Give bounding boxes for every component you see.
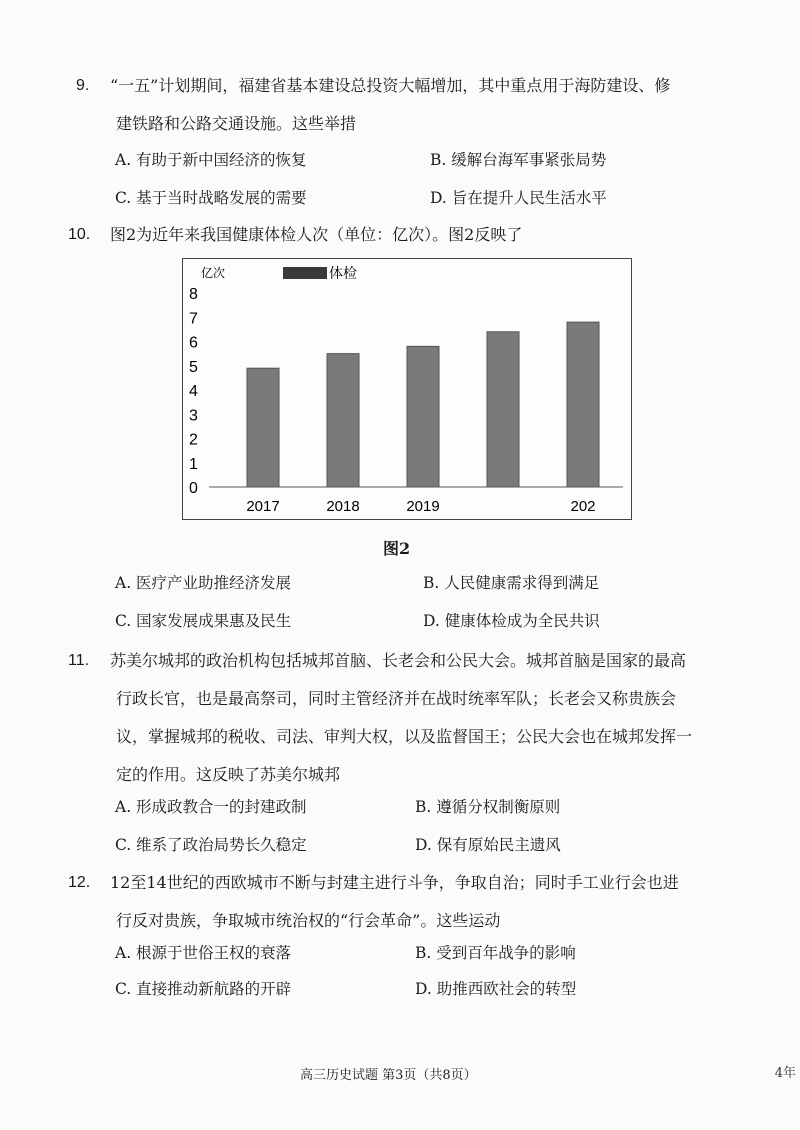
bar xyxy=(327,354,359,487)
question-9 xyxy=(76,67,738,143)
option-b: B. 人民健康需求得到满足 xyxy=(423,574,600,592)
question-stem-line: 行反对贵族，争取城市统治权的“行会革命”。这些运动 xyxy=(116,911,501,930)
option-a: A. 医疗产业助推经济发展 xyxy=(115,574,292,592)
question-stem-line: 建铁路和公路交通设施。这些举措 xyxy=(116,114,357,133)
bar xyxy=(247,368,279,487)
option-b: B. 缓解台海军事紧张局势 xyxy=(430,151,607,169)
bar xyxy=(407,346,439,487)
question-12 xyxy=(68,864,738,940)
y-axis-ticks xyxy=(189,286,198,497)
option-a: A. 形成政教合一的封建政制 xyxy=(115,798,307,816)
question-number: 10. xyxy=(68,226,91,243)
figure-caption: 图2 xyxy=(383,539,411,558)
option-c: C. 直接推动新航路的开辟 xyxy=(115,980,292,998)
question-stem-line: 行政长官，也是最高祭司，同时主管经济并在战时统率军队；长老会又称贵族会 xyxy=(116,689,677,708)
option-a: A. 根源于世俗王权的衰落 xyxy=(115,944,292,962)
question-number: 9. xyxy=(76,77,90,94)
question-stem-line: 定的作用。这反映了苏美尔城邦 xyxy=(116,765,341,784)
option-b: B. 受到百年战争的影响 xyxy=(415,944,576,962)
y-tick-label: 8 xyxy=(189,286,198,303)
bars xyxy=(247,322,599,487)
question-11 xyxy=(68,642,738,794)
bar xyxy=(567,322,599,487)
option-c: C. 国家发展成果惠及民生 xyxy=(115,612,292,630)
chart-svg xyxy=(183,259,631,519)
y-tick-label: 2 xyxy=(189,431,198,449)
option-d: D. 旨在提升人民生活水平 xyxy=(430,189,607,207)
bar xyxy=(487,332,519,487)
x-tick-label: 202 xyxy=(570,498,596,515)
question-10 xyxy=(68,216,738,254)
option-c: C. 基于当时战略发展的需要 xyxy=(115,189,307,207)
y-tick-label: 3 xyxy=(189,407,198,425)
question-number: 11. xyxy=(68,652,90,669)
x-tick-label: 2017 xyxy=(246,498,280,515)
legend-label: 体检 xyxy=(329,265,357,281)
y-tick-label: 6 xyxy=(189,334,198,352)
x-tick-label: 2019 xyxy=(406,498,440,515)
option-b: B. 遵循分权制衡原则 xyxy=(415,798,561,816)
option-d: D. 保有原始民主遗风 xyxy=(415,836,561,854)
bar-chart xyxy=(182,258,632,520)
question-stem-line: 图2为近年来我国健康体检人次（单位：亿次）。图2反映了 xyxy=(110,225,523,244)
corner-mark: 4年 xyxy=(774,1066,796,1081)
option-d: D. 健康体检成为全民共识 xyxy=(423,612,600,630)
y-tick-label: 0 xyxy=(189,480,198,497)
question-stem-line: 12至14世纪的西欧城市不断与封建主进行斗争，争取自治；同时手工业行会也进 xyxy=(110,873,679,892)
option-a: A. 有助于新中国经济的恢复 xyxy=(115,151,307,169)
page-footer: 高三历史试题 第3页（共8页） xyxy=(300,1068,477,1083)
y-tick-label: 1 xyxy=(189,455,198,473)
question-stem-line: 议，掌握城邦的税收、司法、审判大权，以及监督国王；公民大会也在城邦发挥一 xyxy=(116,727,693,746)
option-d: D. 助推西欧社会的转型 xyxy=(415,980,577,998)
x-tick-label: 2018 xyxy=(326,498,360,515)
legend-swatch xyxy=(283,267,327,279)
question-stem-line: “一五”计划期间，福建省基本建设总投资大幅增加，其中重点用于海防建设、修 xyxy=(110,76,671,95)
option-c: C. 维系了政治局势长久稳定 xyxy=(115,836,307,854)
x-axis-labels xyxy=(246,498,595,515)
y-tick-label: 7 xyxy=(189,310,198,328)
y-tick-label: 4 xyxy=(189,383,198,400)
question-number: 12. xyxy=(68,874,91,891)
question-stem-line: 苏美尔城邦的政治机构包括城邦首脑、长老会和公民大会。城邦首脑是国家的最高 xyxy=(110,651,687,670)
y-tick-label: 5 xyxy=(189,358,198,376)
y-unit-label: 亿次 xyxy=(201,266,226,280)
